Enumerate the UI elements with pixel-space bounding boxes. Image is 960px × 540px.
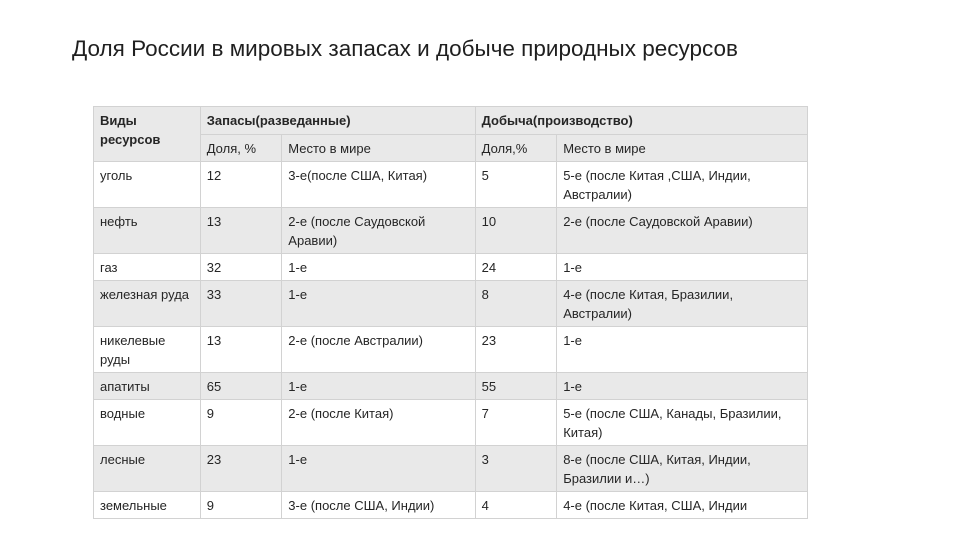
- slide-title: Доля России в мировых запасах и добыче природных ресурсов: [72, 36, 738, 61]
- cell-production-place: 4-е (после Китая, Бразилии, Австралии): [557, 281, 808, 327]
- table-row: [94, 162, 808, 208]
- header-share-reserves: Доля, %: [200, 135, 282, 162]
- table-header-row: [94, 107, 808, 135]
- cell-production-place: 1-е: [557, 327, 808, 373]
- cell-reserves-place: 1-е: [282, 446, 475, 492]
- cell-production-share: 7: [475, 400, 557, 446]
- table-row: [94, 400, 808, 446]
- cell-reserves-place: 1-е: [282, 281, 475, 327]
- table-row: [94, 373, 808, 400]
- cell-reserves-share: 32: [200, 254, 282, 281]
- cell-reserves-place: 3-е (после США, Индии): [282, 492, 475, 519]
- cell-production-share: 5: [475, 162, 557, 208]
- cell-resource: железная руда: [94, 281, 201, 327]
- cell-reserves-place: 1-е: [282, 373, 475, 400]
- header-place-production: Место в мире: [557, 135, 808, 162]
- cell-resource: апатиты: [94, 373, 201, 400]
- cell-reserves-place: 3-е(после США, Китая): [282, 162, 475, 208]
- cell-resource: газ: [94, 254, 201, 281]
- cell-resource: водные: [94, 400, 201, 446]
- cell-reserves-share: 9: [200, 400, 282, 446]
- table-row: [94, 327, 808, 373]
- cell-production-place: 5-е (после США, Канады, Бразилии, Китая): [557, 400, 808, 446]
- cell-reserves-share: 23: [200, 446, 282, 492]
- cell-resource: никелевые руды: [94, 327, 201, 373]
- table-row: [94, 281, 808, 327]
- cell-resource: земельные: [94, 492, 201, 519]
- cell-resource: нефть: [94, 208, 201, 254]
- cell-production-place: 1-е: [557, 373, 808, 400]
- cell-production-place: 8-е (после США, Китая, Индии, Бразилии и…): [557, 446, 808, 492]
- header-production: Добыча(производство): [475, 107, 807, 135]
- table-row: [94, 254, 808, 281]
- cell-resource: уголь: [94, 162, 201, 208]
- table-row: [94, 446, 808, 492]
- cell-reserves-share: 13: [200, 327, 282, 373]
- cell-reserves-share: 13: [200, 208, 282, 254]
- cell-reserves-place: 2-е (после Саудовской Аравии): [282, 208, 475, 254]
- header-reserves: Запасы(разведанные): [200, 107, 475, 135]
- cell-reserves-share: 33: [200, 281, 282, 327]
- resources-table: [93, 106, 808, 519]
- header-place-reserves: Место в мире: [282, 135, 475, 162]
- cell-production-place: 5-е (после Китая ,США, Индии, Австралии): [557, 162, 808, 208]
- cell-production-place: 4-е (после Китая, США, Индии: [557, 492, 808, 519]
- cell-reserves-share: 9: [200, 492, 282, 519]
- header-share-production: Доля,%: [475, 135, 557, 162]
- cell-production-share: 8: [475, 281, 557, 327]
- cell-reserves-place: 2-е (после Китая): [282, 400, 475, 446]
- cell-production-place: 1-е: [557, 254, 808, 281]
- cell-reserves-share: 12: [200, 162, 282, 208]
- cell-reserves-share: 65: [200, 373, 282, 400]
- cell-reserves-place: 1-е: [282, 254, 475, 281]
- cell-production-share: 23: [475, 327, 557, 373]
- cell-production-share: 4: [475, 492, 557, 519]
- table-row: [94, 492, 808, 519]
- cell-production-share: 24: [475, 254, 557, 281]
- cell-reserves-place: 2-е (после Австралии): [282, 327, 475, 373]
- cell-production-place: 2-е (после Саудовской Аравии): [557, 208, 808, 254]
- cell-production-share: 55: [475, 373, 557, 400]
- cell-production-share: 10: [475, 208, 557, 254]
- cell-resource: лесные: [94, 446, 201, 492]
- header-resource-type: Виды ресурсов: [94, 107, 201, 162]
- cell-production-share: 3: [475, 446, 557, 492]
- table-row: [94, 208, 808, 254]
- table-subheader-row: [94, 135, 808, 162]
